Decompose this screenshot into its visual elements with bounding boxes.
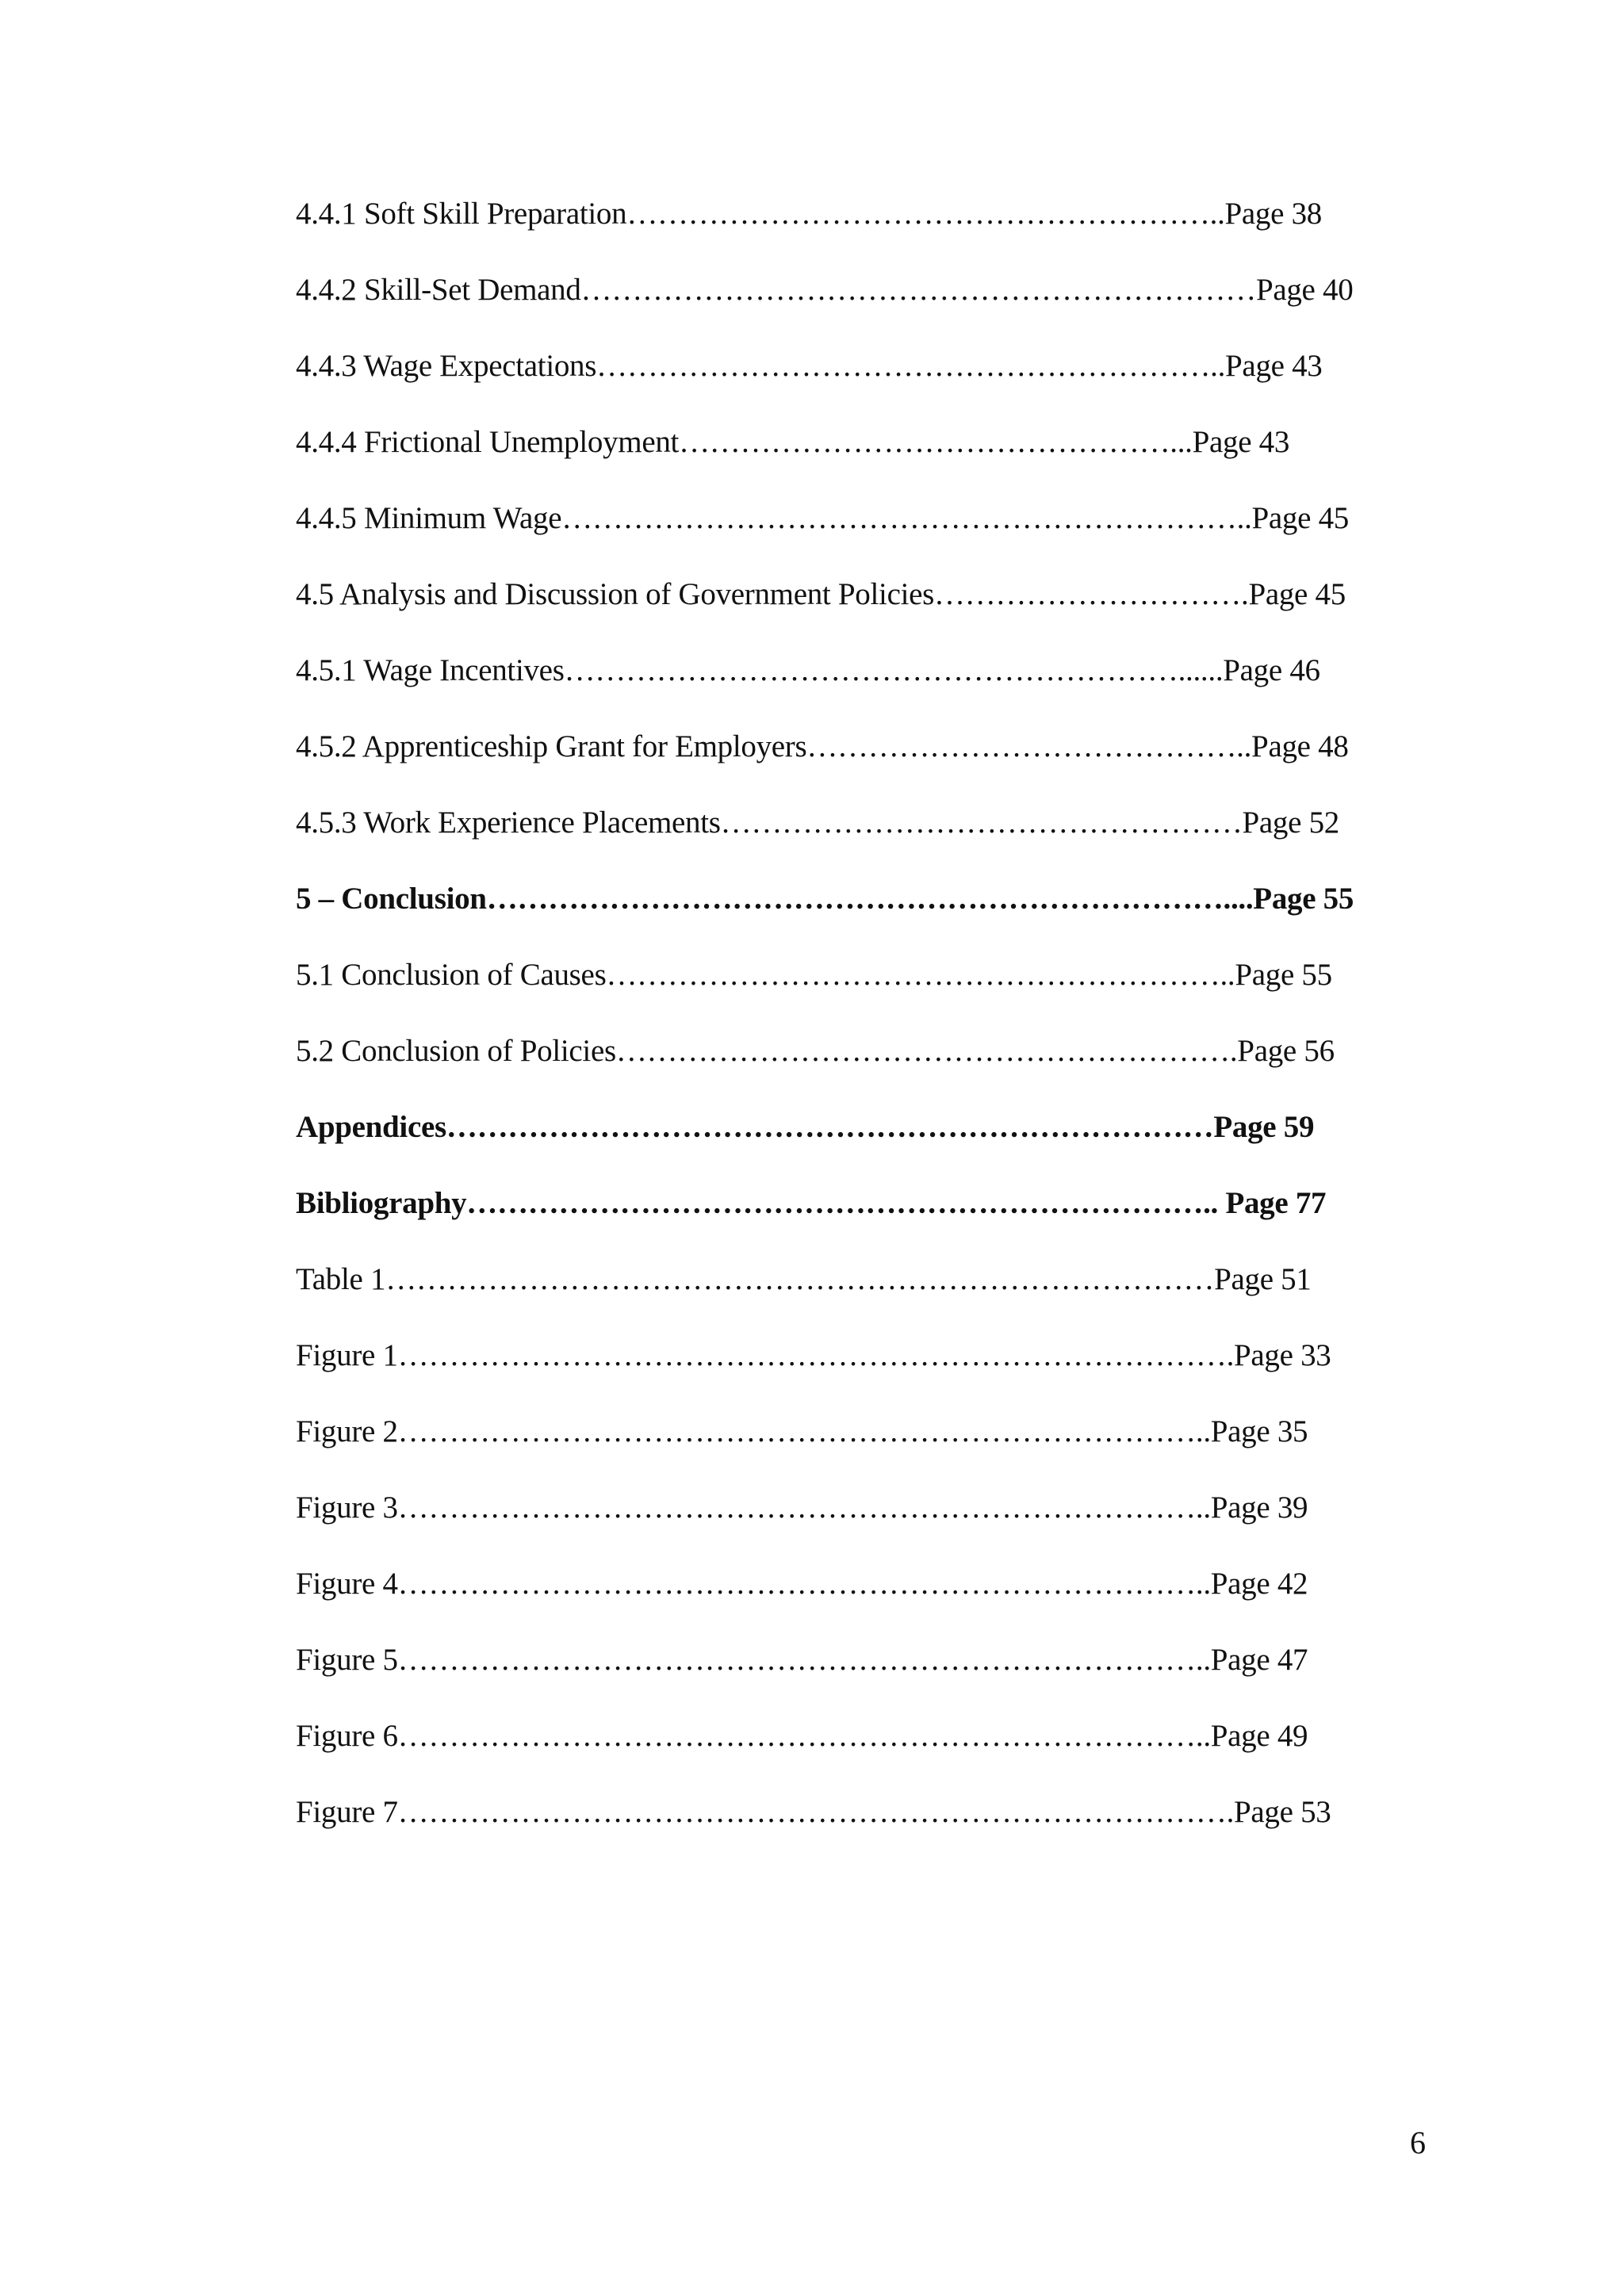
toc-entry-text: Appendices…………………………………………………………………Page 59 (296, 1110, 1315, 1144)
toc-entry (296, 419, 1438, 495)
toc-entry-text: Bibliography……………………………………………………………….. Page 77 (296, 1186, 1327, 1220)
toc-entry (296, 1484, 1438, 1560)
toc-entry (296, 495, 1438, 571)
toc-entry-text: 4.4.4 Frictional Unemployment…………………………………………...Page 43 (296, 425, 1290, 459)
toc-entry-text: Figure 5……………………………………………………………………..Page 47 (296, 1643, 1308, 1677)
toc-entry (296, 799, 1438, 875)
toc-entry (296, 1104, 1438, 1180)
toc-entry-text: Figure 3……………………………………………………………………..Page 39 (296, 1490, 1308, 1525)
toc-entry (296, 342, 1438, 419)
toc-entry-text: 5.1 Conclusion of Causes……………………………………………………..Page 55 (296, 958, 1332, 992)
toc-entry-text: Table 1………………………………………………………………………Page 51 (296, 1262, 1312, 1296)
toc-entry-text: Figure 4……………………………………………………………………..Page 42 (296, 1567, 1308, 1601)
toc-entry (296, 1789, 1438, 1865)
toc-entry (296, 266, 1438, 342)
toc-entry (296, 1027, 1438, 1104)
toc-entry-text: Figure 6……………………………………………………………………..Page 49 (296, 1719, 1308, 1753)
toc-entry (296, 1712, 1438, 1789)
toc-entry (296, 1180, 1438, 1256)
toc-entry (296, 190, 1438, 266)
toc-entry (296, 1256, 1438, 1332)
toc-entry-text: 5.2 Conclusion of Policies…………………………………………………….Page 56 (296, 1034, 1335, 1068)
toc-entry (296, 723, 1438, 799)
page-number: 6 (1410, 2125, 1426, 2160)
toc-entry (296, 1560, 1438, 1636)
toc-entry-text: 4.4.5 Minimum Wage…………………………………………………………..Page 45 (296, 501, 1349, 535)
toc-entry-text: Figure 7……………………………………………………………………….Page 53 (296, 1795, 1331, 1829)
toc-entry (296, 875, 1438, 951)
toc-entry-text: 4.5.2 Apprenticeship Grant for Employers……………………………………..Page 48 (296, 729, 1349, 763)
toc-entry-text: 4.5 Analysis and Discussion of Government Policies………………………….Page 45 (296, 577, 1346, 611)
toc-entry-text: 4.5.1 Wage Incentives……………………………………………………......Page 46 (296, 653, 1320, 687)
toc-entry (296, 1408, 1438, 1484)
toc-entry (296, 951, 1438, 1027)
toc-entry-text: Figure 2……………………………………………………………………..Page 35 (296, 1414, 1308, 1448)
toc-entry-text: 4.4.3 Wage Expectations……………………………………………………..Page 43 (296, 349, 1323, 383)
toc-entry (296, 647, 1438, 723)
toc-entry-text: 4.4.1 Soft Skill Preparation…………………………………………………..Page 38 (296, 197, 1322, 231)
toc-entry-text: 5 – Conclusion………………………………………………………………....Page 55 (296, 882, 1354, 916)
toc-entry (296, 1636, 1438, 1712)
table-of-contents (296, 190, 1438, 1865)
toc-entry-text: 4.4.2 Skill-Set Demand…………………………………………………………Page 40 (296, 273, 1354, 307)
toc-entry (296, 571, 1438, 647)
toc-entry-text: Figure 1……………………………………………………………………….Page 33 (296, 1338, 1331, 1372)
toc-entry (296, 1332, 1438, 1408)
toc-entry-text: 4.5.3 Work Experience Placements……………………………………………Page 52 (296, 806, 1339, 840)
